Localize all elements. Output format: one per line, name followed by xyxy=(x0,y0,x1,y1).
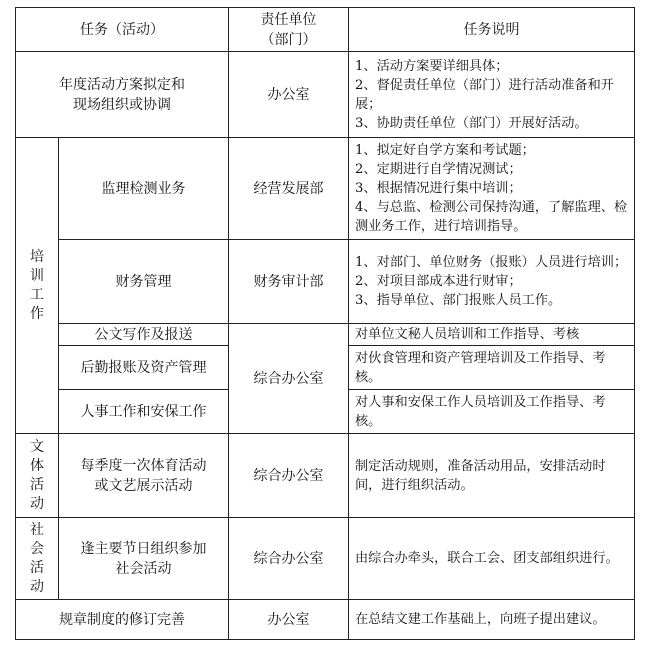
header-row xyxy=(16,8,635,52)
training-group-label xyxy=(16,138,59,434)
document-desc: 对单位文秘人员培训和工作指导、考核 xyxy=(349,324,635,346)
table-row-sports xyxy=(16,434,635,518)
finance-unit: 财务审计部 xyxy=(229,240,349,324)
sports-task-line1: 每季度一次体育活动 xyxy=(80,457,207,474)
task-table xyxy=(15,7,635,640)
table-row-annual xyxy=(16,52,635,138)
header-desc: 任务说明 xyxy=(349,8,635,52)
social-task-line2: 社会活动 xyxy=(115,560,172,577)
sports-desc: 制定活动规则，准备活动用品，安排活动时间，进行组织活动。 xyxy=(349,434,635,518)
finance-desc xyxy=(349,240,635,324)
supervision-desc-line: 2、定期进行自学情况测试； xyxy=(355,162,522,177)
logistics-desc: 对伙食管理和资产管理培训及工作指导、考核。 xyxy=(349,346,635,390)
finance-desc-line: 1、对部门、单位财务（报账）人员进行培训； xyxy=(355,255,628,270)
sports-group-text: 文体活动 xyxy=(30,438,44,512)
hr-desc: 对人事和安保工作人员培训及工作指导、考核。 xyxy=(349,390,635,434)
annual-unit: 办公室 xyxy=(229,52,349,138)
supervision-unit: 经营发展部 xyxy=(229,138,349,240)
supervision-desc-line: 1、拟定好自学方案和考试题； xyxy=(355,143,535,158)
rules-desc: 在总结文建工作基础上，向班子提出建议。 xyxy=(349,600,635,640)
table-row-social xyxy=(16,518,635,600)
annual-task-line1: 年度活动方案拟定和 xyxy=(59,76,185,93)
header-unit xyxy=(229,8,349,52)
finance-desc-line: 2、对项目部成本进行财审； xyxy=(355,274,522,289)
training-general-office-unit: 综合办公室 xyxy=(229,324,349,434)
table-row-document xyxy=(16,324,635,346)
finance-desc-line: 3、指导单位、部门报账人员工作。 xyxy=(355,293,562,308)
supervision-desc-line: 3、根据情况进行集中培训； xyxy=(355,181,522,196)
logistics-task: 后勤报账及资产管理 xyxy=(59,346,229,390)
social-group-text: 社会活动 xyxy=(30,521,44,595)
annual-desc-line: 1、活动方案要详细具体； xyxy=(355,58,509,74)
finance-task: 财务管理 xyxy=(59,240,229,324)
table-row-rules xyxy=(16,600,635,640)
document-task: 公文写作及报送 xyxy=(59,324,229,346)
hr-task: 人事工作和安保工作 xyxy=(59,390,229,434)
training-group-text: 培训工作 xyxy=(30,248,44,322)
social-task-line1: 逢主要节日组织参加 xyxy=(80,540,207,557)
header-unit-line2: （部门） xyxy=(260,31,317,48)
sports-task-line2: 或文艺展示活动 xyxy=(94,477,193,494)
supervision-task: 监理检测业务 xyxy=(59,138,229,240)
rules-task: 规章制度的修订完善 xyxy=(16,600,229,640)
header-unit-line1: 责任单位 xyxy=(260,11,317,28)
supervision-desc xyxy=(349,138,635,240)
annual-desc xyxy=(349,52,635,138)
sports-unit: 综合办公室 xyxy=(229,434,349,518)
annual-task xyxy=(16,52,229,138)
social-unit: 综合办公室 xyxy=(229,518,349,600)
social-group-label xyxy=(16,518,59,600)
header-task: 任务（活动） xyxy=(16,8,229,52)
social-desc: 由综合办牵头，联合工会、团支部组织进行。 xyxy=(349,518,635,600)
annual-desc-line: 3、协助责任单位（部门）开展好活动。 xyxy=(355,115,588,131)
annual-desc-line: 2、督促责任单位（部门）进行活动准备和开展； xyxy=(355,77,614,112)
sports-group-label xyxy=(16,434,59,518)
social-task xyxy=(59,518,229,600)
supervision-desc-line: 4、与总监、检测公司保持沟通，了解监理、检测业务工作，进行培训指导。 xyxy=(355,200,628,234)
table-row-supervision xyxy=(16,138,635,240)
table-row-finance xyxy=(16,240,635,324)
sports-task xyxy=(59,434,229,518)
annual-task-line2: 现场组织或协调 xyxy=(73,96,171,113)
rules-unit: 办公室 xyxy=(229,600,349,640)
